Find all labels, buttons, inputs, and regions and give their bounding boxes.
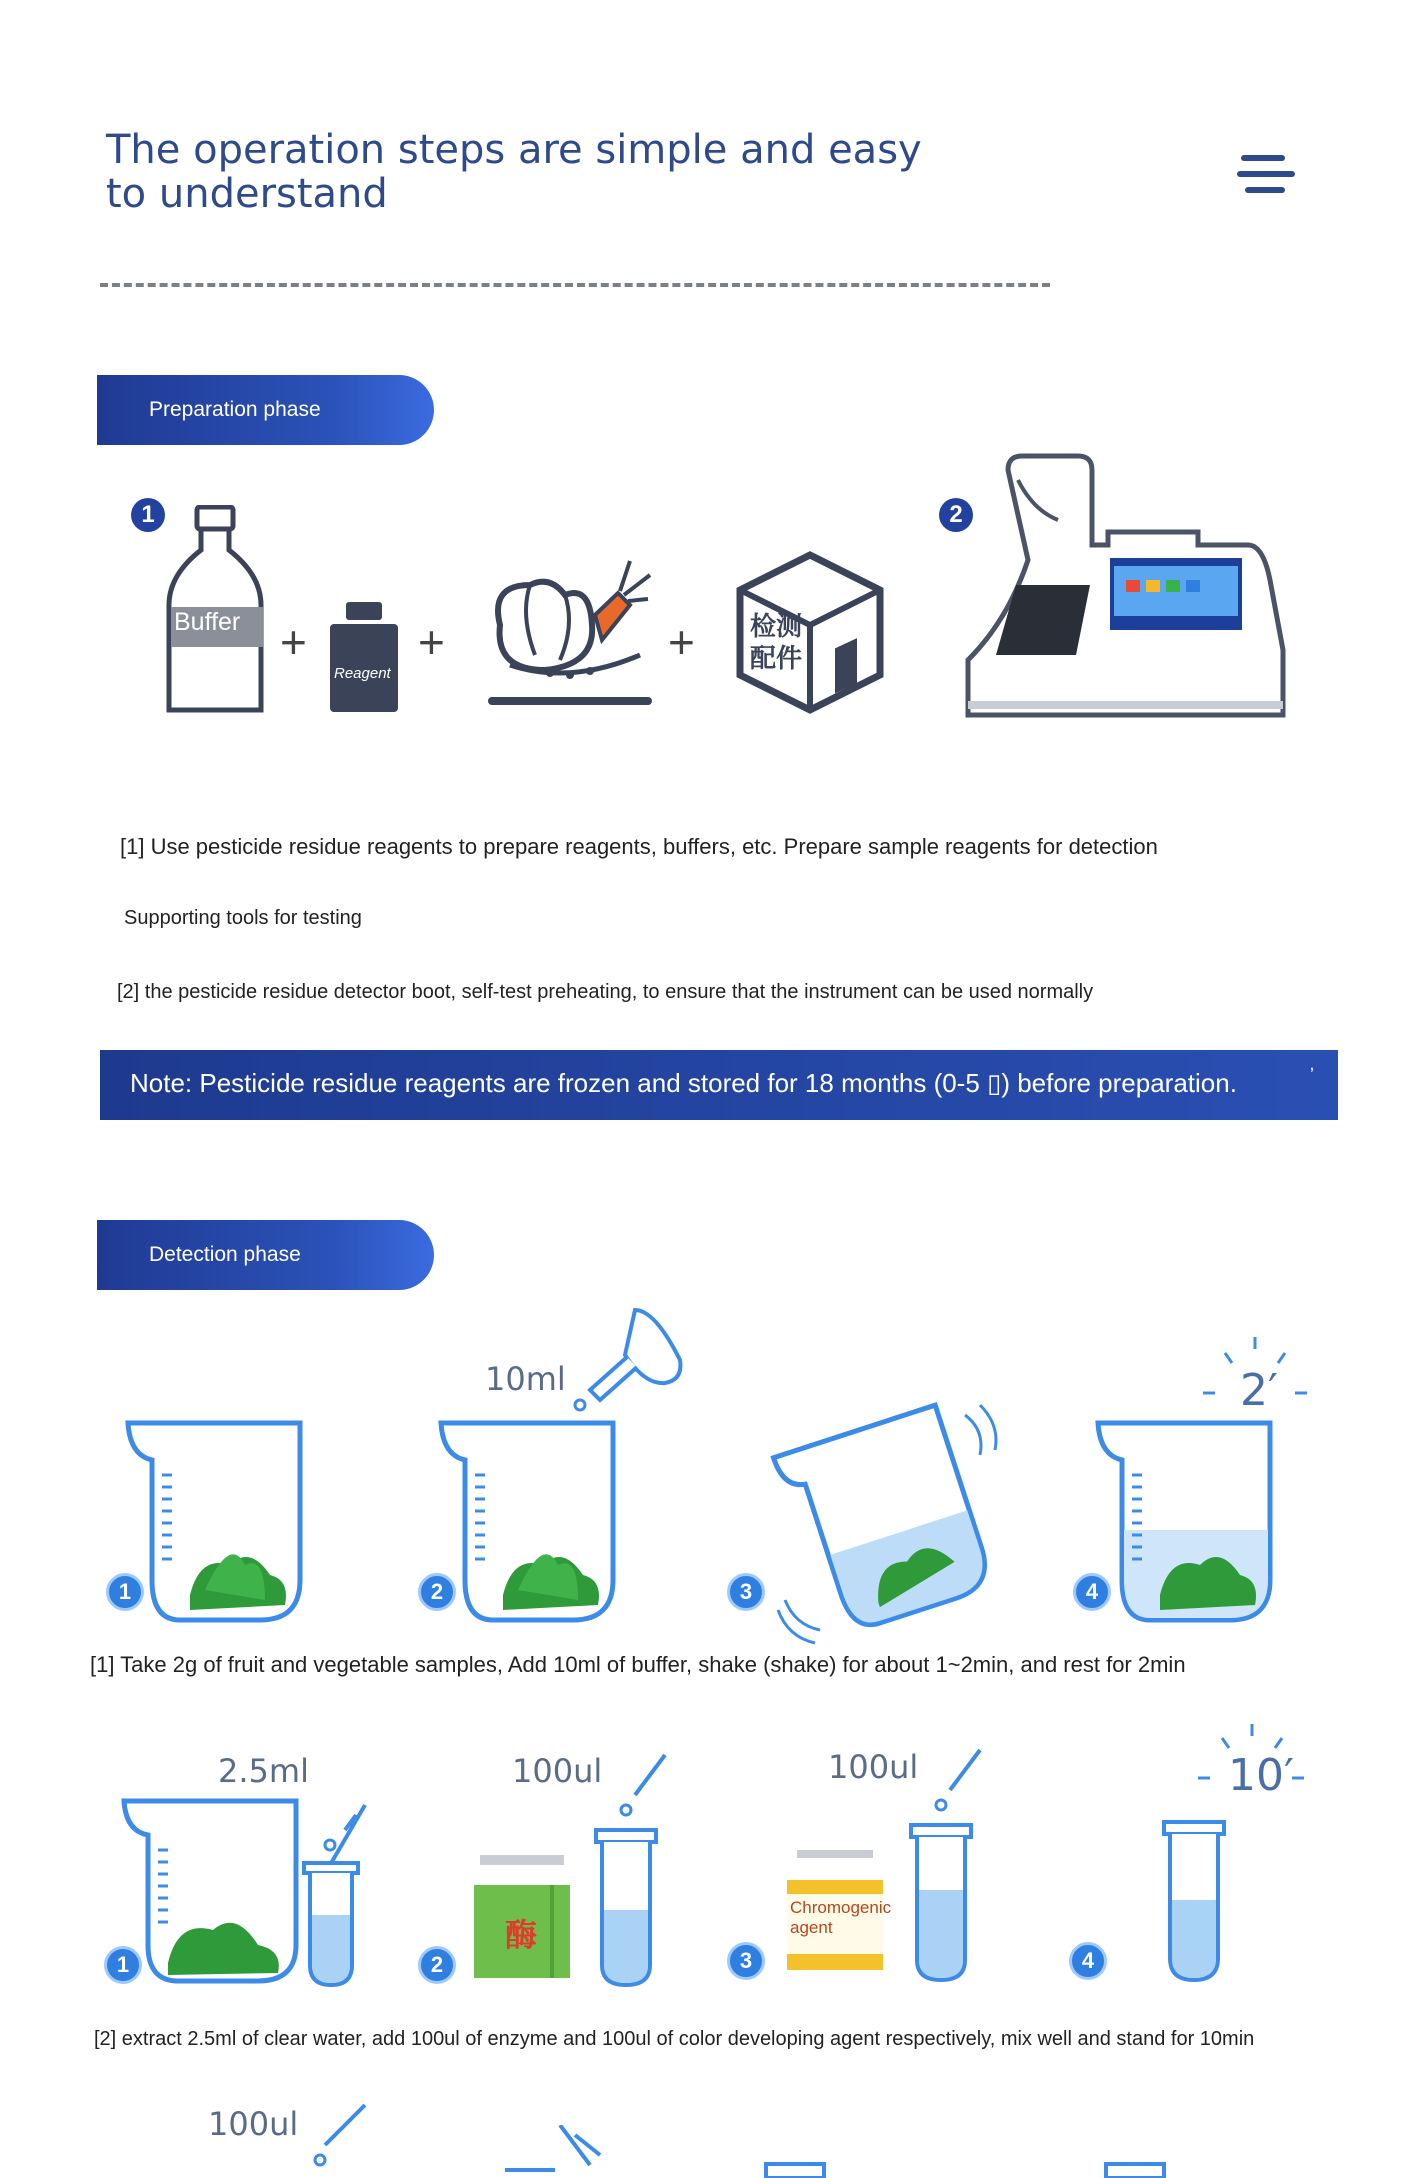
vegetables-plate-icon [480,555,660,715]
det-row1-caption: [1] Take 2g of fruit and vegetable samples, Add 10ml of buffer, shake (shake) for about 1~2min, and rest for 2min [90,1652,1186,1677]
preparation-phase-heading: Preparation phase [97,375,434,445]
pouring-flask-icon [555,1305,685,1415]
timer-label: 2′ [1240,1365,1278,1416]
note-banner [100,1050,1338,1120]
accessory-box-text [750,610,802,674]
tube-partial-icon [760,2160,830,2178]
prep-step-1-badge: 1 [131,498,165,532]
detector-instrument-icon [958,450,1288,725]
test-tube-icon [300,1795,370,1990]
note-mark: ʼ [1310,1065,1314,1085]
box-text-line: 配件 [750,643,803,673]
beaker-icon [433,1415,623,1625]
volume-label: 10ml [485,1360,566,1398]
reagent-bottle-icon [328,600,400,715]
prep-line-1: [1] Use pesticide residue reagents to prepare reagents, buffers, etc. Prepare sample reagents for detection [120,834,1158,859]
prep-line-3: [2] the pesticide residue detector boot, self-test preheating, to ensure that the instrument can be used normally [117,981,1094,1003]
pipette-icon [310,2100,370,2170]
det-row2-step-3-badge: 3 [727,1942,765,1980]
pipette-test-tube-icon [590,1750,670,1990]
shaking-beaker-icon [770,1385,1000,1645]
divider [100,283,1050,287]
det-row2-step-2-badge: 2 [418,1946,456,1984]
prep-step-2-badge: 2 [939,498,973,532]
box-text-line: 检测 [750,611,803,641]
det-row1-step-4-badge: 4 [1073,1573,1111,1611]
note-text: Note: Pesticide residue reagents are frozen and stored for 18 months (0-5 ▯) before preparation. [130,1068,1237,1098]
chromogenic-label: Chromogenic agent [790,1898,892,1937]
flask-partial-icon [500,2125,630,2178]
pipette-test-tube-icon [905,1745,985,1985]
prep-line-2: Supporting tools for testing [124,907,362,929]
page-title: The operation steps are simple and easy to understand [106,127,922,217]
beaker-icon [118,1795,308,1985]
plus-sign: + [668,616,695,668]
det-row2-caption: [2] extract 2.5ml of clear water, add 100ul of enzyme and 100ul of color developing agent respectively, mix well and stand for 10min [94,2028,1255,2050]
timer-rays-icon [1190,1722,1310,1802]
det-row1-step-1-badge: 1 [106,1573,144,1611]
menu-icon[interactable] [1237,155,1295,195]
reagent-label: Reagent [334,665,391,682]
volume-label: 2.5ml [218,1752,309,1790]
test-tube-icon [1160,1820,1230,1985]
beaker-icon [120,1415,310,1625]
buffer-label: Buffer [174,608,241,636]
timer-rays-icon [1195,1335,1315,1415]
det-row1-step-2-badge: 2 [418,1573,456,1611]
volume-label: 100ul [208,2105,299,2143]
beaker-icon [1090,1415,1280,1625]
det-row1-step-3-badge: 3 [727,1573,765,1611]
det-row2-step-1-badge: 1 [104,1946,142,1984]
volume-label: 100ul [512,1752,603,1790]
enzyme-label: 酶 [505,1917,538,1953]
det-row2-step-4-badge: 4 [1069,1942,1107,1980]
detection-phase-heading: Detection phase [97,1220,434,1290]
volume-label: 100ul [828,1748,919,1786]
tube-partial-icon [1100,2160,1170,2178]
timer-label: 10′ [1228,1750,1294,1801]
plus-sign: + [418,616,445,668]
plus-sign: + [280,616,307,668]
